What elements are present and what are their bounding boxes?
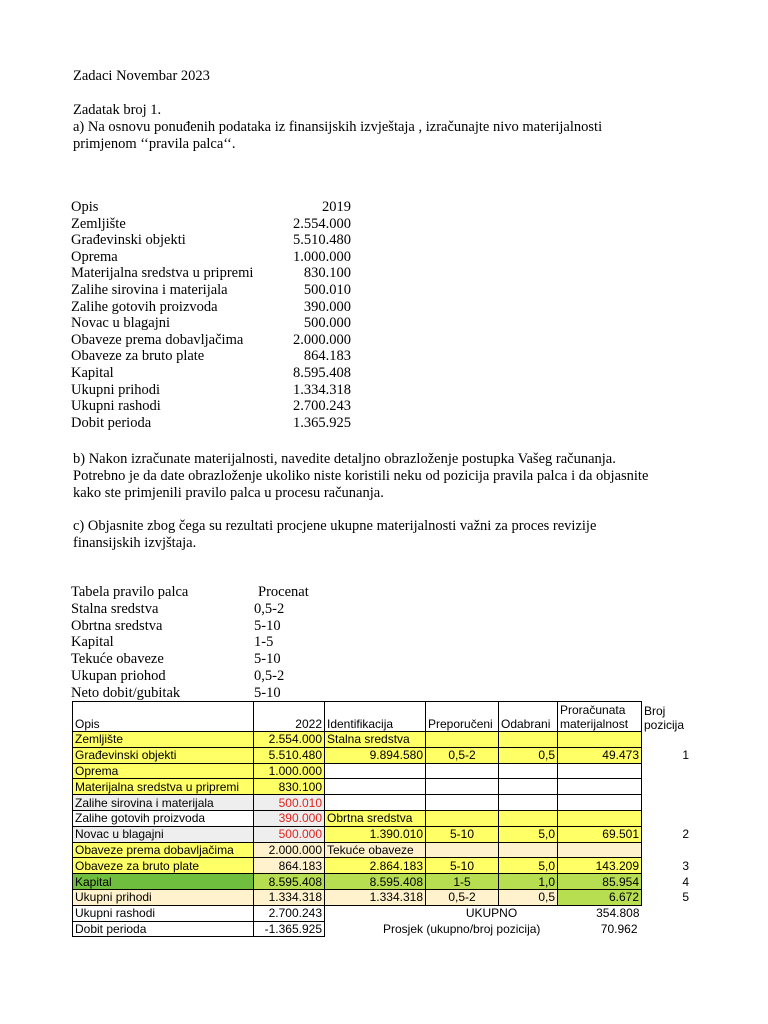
rule-row-pct: 5-10 <box>254 617 281 634</box>
calc-cell-odab <box>499 842 558 858</box>
table-row <box>73 874 692 890</box>
rule-row-pct: 1-5 <box>254 634 274 651</box>
calc-cell-opis: Zemljište <box>73 732 254 748</box>
rule-row-pct: 5-10 <box>254 684 281 701</box>
task-b-line-1: b) Nakon izračunate materijalnosti, navedite detaljno obrazloženje postupka Vašeg računanja. <box>73 451 616 467</box>
task-a-line-1: a) Na osnovu ponuđenih podataka iz finansijskih izvještaja , izračunajte nivo materijalnosti <box>73 119 603 135</box>
calc-cell-prep <box>426 842 499 858</box>
calc-cell-year: 1.334.318 <box>254 889 325 905</box>
calc-header-row <box>73 702 692 732</box>
table-row <box>73 779 692 795</box>
table-row <box>73 810 692 826</box>
calc-cell-ident-value: 8.595.408 <box>325 874 426 890</box>
calc-cell-opis: Zalihe gotovih proizvoda <box>73 810 254 826</box>
calc-cell-year: 500.000 <box>254 826 325 842</box>
calc-cell-mat: 85.954 <box>558 874 642 890</box>
average-value: 70.962 <box>600 921 638 936</box>
data-table-header-label: Opis <box>71 199 99 215</box>
calc-cell-broj <box>642 732 692 748</box>
calc-cell-year: 5.510.480 <box>254 747 325 763</box>
calc-header-identifikacija: Identifikacija <box>325 702 426 732</box>
calc-cell-odab: 0,5 <box>499 747 558 763</box>
calc-cell-opis: Ukupni prihodi <box>73 889 254 905</box>
data-row <box>71 232 361 249</box>
calc-cell-ident-value: 9.894.580 <box>325 747 426 763</box>
calc-header-year: 2022 <box>254 702 325 732</box>
calc-cell-year: 864.183 <box>254 858 325 874</box>
data-row <box>71 382 361 399</box>
data-row-value: 8.595.408 <box>293 365 351 381</box>
calc-cell-year: -1.365.925 <box>254 921 325 937</box>
calc-cell-odab: 5,0 <box>499 826 558 842</box>
task-b-line-2: Potrebno je da date obrazloženje ukoliko niste koristili neku od pozicija pravila palca i da objasnite <box>73 468 649 484</box>
data-row-value: 2.000.000 <box>293 331 351 348</box>
average-row <box>325 921 642 937</box>
calc-header-proracunata <box>558 702 642 732</box>
rule-row-label: Obrtna sredstva <box>71 617 163 634</box>
calc-cell-odab: 5,0 <box>499 858 558 874</box>
data-row-label: Dobit perioda <box>71 414 152 431</box>
calc-cell-mat <box>558 795 642 811</box>
calc-cell-odab <box>499 795 558 811</box>
calc-cell-year: 500.010 <box>254 795 325 811</box>
data-row <box>71 299 361 316</box>
calc-cell-year: 830.100 <box>254 779 325 795</box>
calc-header-opis: Opis <box>73 702 254 732</box>
rule-of-thumb-table <box>71 584 331 702</box>
calc-cell-prep: 0,5-2 <box>426 747 499 763</box>
rule-row-pct: 0,5-2 <box>254 600 285 617</box>
calc-cell-prep: 1-5 <box>426 874 499 890</box>
data-row-label: Zalihe sirovina i materijala <box>71 282 228 298</box>
data-row <box>71 265 361 282</box>
task-a-line-2: primjenom ‘‘pravila palca‘‘. <box>73 136 236 152</box>
rule-table-header-pct: Procenat <box>258 584 309 600</box>
calc-cell-opis: Materijalna sredstva u pripremi <box>73 779 254 795</box>
data-row-value: 864.183 <box>303 348 351 365</box>
table-row <box>73 826 692 842</box>
calc-header-odabrani: Odabrani <box>499 702 558 732</box>
average-label: Prosjek (ukupno/broj pozicija) <box>383 921 541 936</box>
data-row-label: Novac u blagajni <box>71 315 171 332</box>
calc-cell-mat <box>558 763 642 779</box>
calc-cell-prep <box>426 810 499 826</box>
data-row <box>71 282 361 299</box>
calc-cell-empty <box>325 905 426 921</box>
calc-cell-mat: 69.501 <box>558 826 642 842</box>
calc-header-proracunata-line2: materijalnost <box>560 717 629 731</box>
calc-cell-opis: Zalihe sirovina i materijala <box>73 795 254 811</box>
calc-cell-opis: Obaveze prema dobavljačima <box>73 842 254 858</box>
calc-cell-broj: 3 <box>682 858 689 873</box>
calc-cell-ident <box>325 779 426 795</box>
data-row-value: 5.510.480 <box>293 232 351 249</box>
data-row <box>71 249 361 266</box>
calc-cell-ident-value: 1.390.010 <box>325 826 426 842</box>
calc-cell-broj: 2 <box>682 827 689 842</box>
calc-cell-opis: Ukupni rashodi <box>73 905 254 921</box>
calc-header-preporuceni: Preporučeni <box>426 702 499 732</box>
calc-cell-broj: 4 <box>682 874 689 889</box>
calc-cell-mat: 143.209 <box>558 858 642 874</box>
calc-cell-mat: 49.473 <box>558 747 642 763</box>
calc-cell-mat: 6.672 <box>558 889 642 905</box>
data-table-2019 <box>71 199 361 439</box>
calc-cell-year: 8.595.408 <box>254 874 325 890</box>
calc-cell-mat <box>558 732 642 748</box>
calc-cell-year: 2.700.243 <box>254 905 325 921</box>
table-row <box>73 905 692 921</box>
calc-cell-year: 390.000 <box>254 810 325 826</box>
calc-cell-broj: 1 <box>682 748 689 763</box>
data-row-label: Obaveze za bruto plate <box>71 348 205 365</box>
calc-cell-year: 1.000.000 <box>254 763 325 779</box>
calc-cell-odab <box>499 810 558 826</box>
calc-cell-prep: 5-10 <box>426 858 499 874</box>
calc-cell-year: 2.000.000 <box>254 842 325 858</box>
table-row <box>73 921 692 937</box>
calc-cell-ident: Tekuće obaveze <box>325 842 426 858</box>
calc-cell-broj <box>642 763 692 779</box>
calc-cell-opis: Obaveze za bruto plate <box>73 858 254 874</box>
data-row <box>71 398 361 415</box>
calc-cell-broj <box>642 842 692 858</box>
data-row-value: 2.700.243 <box>293 398 351 415</box>
rule-row-label: Ukupan priohod <box>71 668 166 684</box>
data-row-label: Kapital <box>71 365 114 381</box>
data-row <box>71 348 361 365</box>
calc-cell-prep <box>426 732 499 748</box>
rule-table-header-label: Tabela pravilo palca <box>71 584 189 600</box>
data-row-value: 500.010 <box>303 282 351 298</box>
calc-cell-broj <box>642 795 692 811</box>
data-row-value: 500.000 <box>303 315 351 332</box>
data-row <box>71 332 361 349</box>
calc-cell-prep: 0,5-2 <box>426 889 499 905</box>
task-c-line-2: finansijskih izvjštaja. <box>73 535 197 551</box>
data-row <box>71 415 361 432</box>
data-row <box>71 216 361 233</box>
calc-cell-opis: Dobit perioda <box>73 921 254 937</box>
table-row <box>73 858 692 874</box>
data-row <box>71 315 361 332</box>
calc-cell-opis: Kapital <box>73 874 254 890</box>
calc-cell-opis: Novac u blagajni <box>73 826 254 842</box>
data-row-label: Oprema <box>71 248 118 265</box>
data-row-value: 1.000.000 <box>293 248 351 265</box>
rule-row-label: Neto dobit/gubitak <box>71 684 181 701</box>
table-row <box>73 795 692 811</box>
task-b-line-3: kako ste primjenili pravilo palca u procesu računanja. <box>73 485 384 501</box>
calc-cell-mat <box>558 810 642 826</box>
task-title: Zadatak broj 1. <box>73 102 162 118</box>
calc-cell-prep <box>426 795 499 811</box>
calc-cell-ident: Stalna sredstva <box>325 732 426 748</box>
data-row-label: Zalihe gotovih proizvoda <box>71 298 218 315</box>
rule-row-label: Stalna sredstva <box>71 600 159 617</box>
calc-cell-year: 2.554.000 <box>254 732 325 748</box>
calc-cell-opis: Građevinski objekti <box>73 747 254 763</box>
data-row-value: 1.365.925 <box>293 414 351 431</box>
data-table-header <box>71 199 361 216</box>
data-row-label: Obaveze prema dobavljačima <box>71 331 244 348</box>
total-label: UKUPNO <box>465 906 518 921</box>
data-row <box>71 365 361 382</box>
data-row-value: 390.000 <box>303 298 351 315</box>
calc-cell-ident <box>325 763 426 779</box>
data-row-label: Građevinski objekti <box>71 232 186 249</box>
calc-cell-odab <box>499 732 558 748</box>
task-c-line-1: c) Objasnite zbog čega su rezultati procjene ukupne materijalnosti važni za proces revizije <box>73 518 597 534</box>
calc-cell-ident <box>325 795 426 811</box>
data-row-label: Ukupni prihodi <box>71 381 161 398</box>
data-row-label: Ukupni rashodi <box>71 398 161 415</box>
data-row-value: 2.554.000 <box>293 215 351 232</box>
calc-cell-odab: 0,5 <box>499 889 558 905</box>
calc-cell-broj <box>642 779 692 795</box>
table-row <box>73 732 692 748</box>
calc-header-broj-line1: Broj <box>644 703 666 718</box>
document-title: Zadaci Novembar 2023 <box>73 68 210 84</box>
calc-cell-mat <box>558 779 642 795</box>
data-row-value: 1.334.318 <box>293 381 351 398</box>
rule-row-pct: 5-10 <box>254 651 281 668</box>
calc-cell-prep <box>426 763 499 779</box>
table-row <box>73 842 692 858</box>
calc-header-proracunata-line1: Proračunata <box>560 703 626 717</box>
calc-cell-broj: 5 <box>682 890 689 905</box>
calc-cell-ident-value: 2.864.183 <box>325 858 426 874</box>
calc-header-broj-line2: pozicija <box>644 717 685 732</box>
calc-cell-empty <box>642 905 692 921</box>
calc-cell-mat <box>558 842 642 858</box>
rule-row-label: Tekuće obaveze <box>71 651 164 668</box>
calc-cell-broj <box>642 810 692 826</box>
calc-cell-ident-value: 1.334.318 <box>325 889 426 905</box>
data-table-header-year: 2019 <box>322 199 351 215</box>
calc-cell-odab <box>499 763 558 779</box>
data-row-label: Zemljište <box>71 215 126 232</box>
rule-row-pct: 0,5-2 <box>254 668 285 684</box>
table-row <box>73 889 692 905</box>
table-row <box>73 763 692 779</box>
data-row-label: Materijalna sredstva u pripremi <box>71 265 254 282</box>
materiality-calculation-table <box>72 701 692 937</box>
calc-cell-prep: 5-10 <box>426 826 499 842</box>
data-row-value: 830.100 <box>303 265 351 282</box>
calc-cell-empty <box>642 921 692 937</box>
total-value: 354.808 <box>596 906 640 921</box>
calc-cell-odab: 1,0 <box>499 874 558 890</box>
table-row <box>73 747 692 763</box>
calc-cell-odab <box>499 779 558 795</box>
calc-cell-ident: Obrtna sredstva <box>325 810 426 826</box>
rule-row-label: Kapital <box>71 634 114 651</box>
calc-cell-prep <box>426 779 499 795</box>
calc-cell-opis: Oprema <box>73 763 254 779</box>
calc-header-broj <box>642 702 692 732</box>
